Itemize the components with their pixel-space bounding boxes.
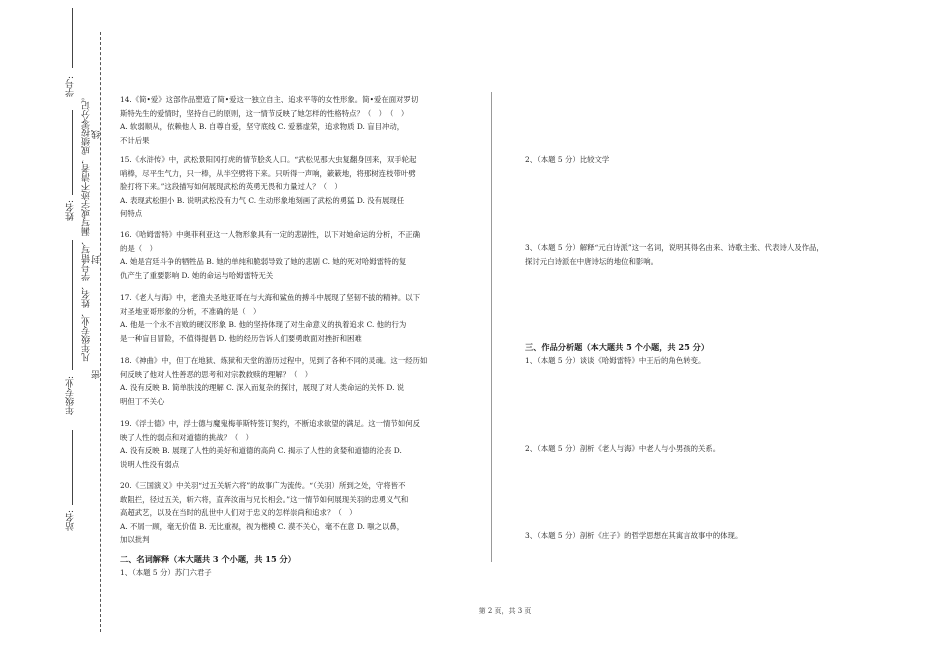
seal-char-mi: 密 (92, 370, 102, 379)
q16-line: 的是（ ） (120, 243, 157, 253)
xuehao-blank-line (72, 8, 73, 68)
q17-line: 是一种盲目冒险，不值得提倡 D. 他的经历告诉人们要勇敢面对挫折和困难 (120, 333, 362, 343)
question-19 (120, 417, 480, 471)
nianji-blank-line (72, 240, 73, 370)
q17-line: 对圣地亚哥形象的分析，不准确的是（ ） (120, 306, 261, 316)
question-15 (120, 153, 480, 221)
section-2-question-2: 2、（本题 5 分）比较文学 (525, 155, 610, 164)
binding-warning: 凡年级专业、姓名、学号错写、漏写或字迹不清者，成绩按零分记。 (82, 92, 92, 362)
q18-line: 何反映了他对人性善恶的思考和对宗教救赎的理解？（ ） (120, 369, 313, 379)
xingming-blank-line (72, 110, 73, 195)
question-16 (120, 228, 480, 282)
q14-line: 14.《简•爱》这部作品塑造了简•爱这一独立自主、追求平等的女性形象。简•爱在面对罗切 (120, 95, 419, 104)
q20-line: 敢阻拦，径过五关，斩六将，直奔汝南与兄长相会。”这一情节如何展现关羽的忠勇义气和 (120, 494, 409, 504)
section-2-title: 二、名词解释（本大题共 3 个小题，共 15 分） (120, 554, 296, 564)
q16-line: 仇产生了重要影响 D. 她的命运与哈姆雷特无关 (120, 270, 274, 280)
q18-line: 18.《神曲》中，但丁在地狱、炼狱和天堂的游历过程中，见到了各种不同的灵魂。这一经历如 (120, 356, 428, 365)
q15-line: 哨棒，尽平生气力，只一棒，从半空劈将下来。只听得一声响，簌簌地，将那树连枝带叶劈 (120, 168, 416, 178)
zhanming-label: 站名: (66, 510, 76, 532)
q16-line: A. 她是宫廷斗争的牺牲品 B. 她的单纯和脆弱导致了她的悲剧 C. 她的死对哈姆雷特的复 (120, 257, 407, 267)
q19-line: 说明人性没有弱点 (120, 459, 180, 469)
question-20 (120, 479, 480, 547)
question-18 (120, 354, 480, 408)
nianji-label: 年级专业: (66, 376, 76, 416)
seal-char-xian: 线 (92, 130, 102, 139)
q16-line: 16.《哈姆雷特》中奥菲利亚这一人物形象具有一定的悲剧性，以下对她命运的分析，不正确 (120, 230, 420, 239)
zhanming-blank-line (72, 430, 73, 505)
page-number-footer: 第 2 页，共 3 页 (478, 607, 532, 615)
q19-line: A. 没有反映 B. 展现了人性的美好和道德的高尚 C. 揭示了人性的贪婪和道德的沦丧 D. (120, 446, 402, 456)
q14-line: A. 软弱顺从，依赖他人 B. 自尊自爱，坚守底线 C. 爱慕虚荣，追求物质 D. 盲目冲动， (120, 122, 405, 132)
q19-line: 19.《浮士德》中，浮士德与魔鬼梅菲斯特签订契约，不断追求欲望的满足。这一情节如何反 (120, 419, 420, 428)
question-14 (120, 93, 480, 147)
section-3-question-2: 2、（本题 5 分）剖析《老人与海》中老人与小男孩的关系。 (525, 444, 721, 453)
section-3-question-1: 1、（本题 5 分）谈谈《哈姆雷特》中王后的角色转变。 (525, 356, 706, 365)
seal-dashed-line (100, 32, 101, 632)
left-column (120, 0, 480, 600)
q17-line: 17.《老人与海》中，老渔夫圣地亚哥在与大海和鲨鱼的搏斗中展现了坚韧不拔的精神。以下 (120, 293, 420, 302)
section-2-question-3 (525, 241, 905, 268)
s2q3-line: 探讨元白诗派在中唐诗坛的地位和影响。 (525, 256, 659, 266)
right-column (525, 0, 905, 600)
section-3-title: 三、作品分析题（本大题共 5 个小题，共 25 分） (525, 342, 710, 352)
q18-line: 明但丁不关心 (120, 396, 165, 406)
q15-line: 何特点 (120, 209, 143, 219)
seal-char-feng: 封 (92, 255, 102, 264)
s2q3-line: 3、（本题 5 分）解释“元白诗派”这一名词，说明其得名由来、诗歌主张、代表诗人及作品， (525, 243, 824, 252)
q20-line: A. 不屑一顾，毫无价值 B. 无比重视，视为楷模 C. 漠不关心，毫不在意 D. 嗤之以鼻， (120, 521, 405, 531)
q17-line: A. 他是一个永不言败的硬汉形象 B. 他的坚持体现了对生命意义的执着追求 C. 他的行为 (120, 320, 407, 330)
q15-line: 15.《水浒传》中，武松景阳冈打虎的情节脍炙人口。“武松见那大虫复翻身回来，双手轮起 (120, 155, 417, 164)
xuehao-label: 学号: (66, 76, 76, 98)
binding-margin (0, 0, 115, 672)
q14-line: 不计后果 (120, 135, 150, 145)
section-3-question-3: 3、（本题 5 分）剖析《庄子》的哲学思想在其寓言故事中的体现。 (525, 531, 743, 540)
q20-line: 高超武艺，以及在当时的乱世中人们对于忠义的怎样崇尚和追求？（ ） (120, 508, 357, 518)
q18-line: A. 没有反映 B. 简单肤浅的理解 C. 深入而复杂的探讨，展现了对人类命运的关怀 D. 说 (120, 383, 405, 393)
q15-line: A. 表现武松胆小 B. 说明武松没有力气 C. 生动形象地刻画了武松的勇猛 D. 没有展现任 (120, 195, 405, 205)
q15-line: 脸打将下来。”这段描写如何展现武松的英勇无畏和力量过人？（ ） (120, 182, 342, 192)
q14-line: 斯特先生的爱情时，坚持自己的原则，这一情节反映了她怎样的性格特点？（ ） （ ） (120, 108, 409, 118)
question-17 (120, 291, 480, 345)
xingming-label: 姓名: (66, 200, 76, 222)
q19-line: 映了人性的弱点和对道德的挑战？（ ） (120, 432, 254, 442)
section-2-question-1: 1、（本题 5 分）苏门六君子 (120, 568, 212, 577)
column-divider (491, 92, 492, 562)
q20-line: 加以批判 (120, 535, 150, 545)
q20-line: 20.《三国演义》中关羽“过五关斩六将”的故事广为流传。“（关羽）所到之处，守将皆不 (120, 481, 406, 490)
